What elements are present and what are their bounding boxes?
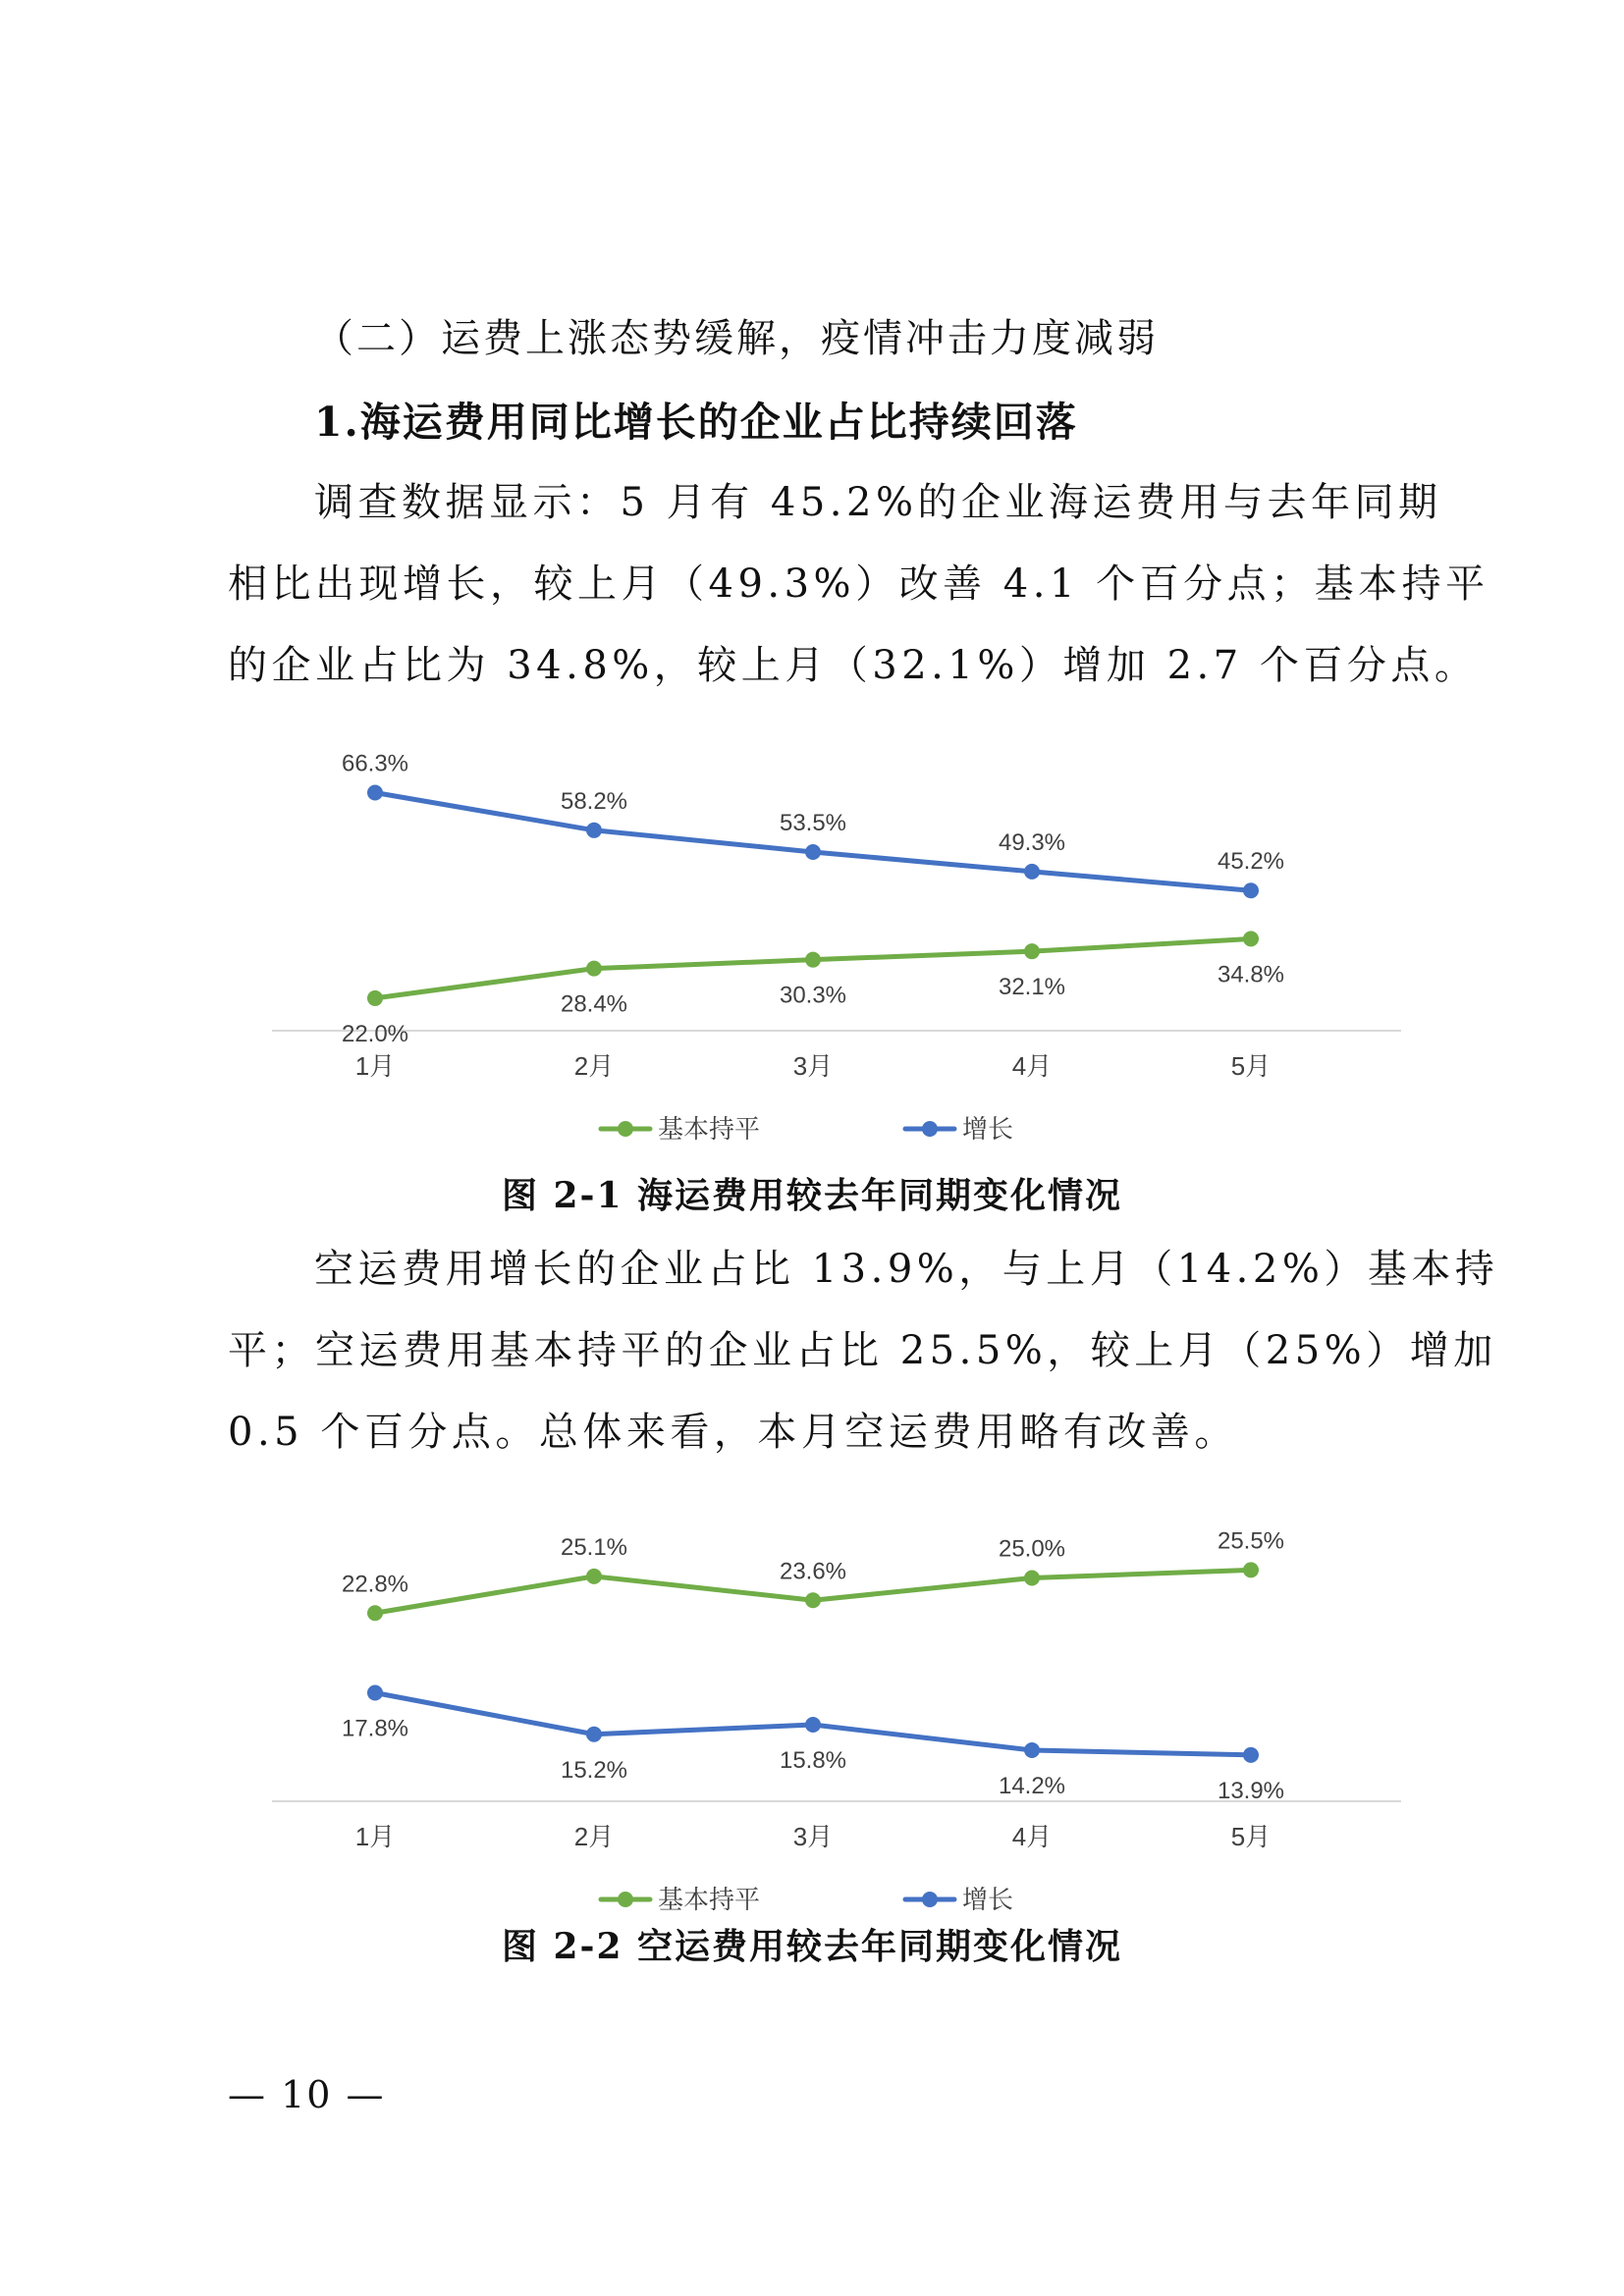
data-point bbox=[805, 952, 821, 968]
paragraph-line: 相比出现增长，较上月（49.3%）改善 4.1 个百分点；基本持平 bbox=[228, 561, 1489, 607]
data-label: 15.2% bbox=[560, 1756, 628, 1784]
data-label: 22.8% bbox=[341, 1571, 409, 1598]
data-point bbox=[1024, 943, 1040, 959]
data-point bbox=[805, 1592, 821, 1608]
x-tick-label: 5月 bbox=[1230, 1051, 1272, 1081]
data-point bbox=[586, 823, 602, 838]
data-label: 17.8% bbox=[341, 1715, 409, 1742]
legend-swatch-marker bbox=[618, 1892, 633, 1907]
x-tick-label: 1月 bbox=[354, 1051, 396, 1081]
paragraph-line: 0.5 个百分点。总体来看，本月空运费用略有改善。 bbox=[228, 1410, 1238, 1455]
data-label: 30.3% bbox=[779, 982, 847, 1009]
data-label: 49.3% bbox=[998, 828, 1066, 856]
data-label: 22.0% bbox=[341, 1020, 409, 1047]
section-heading: （二）运费上涨态势缓解，疫情冲击力度减弱 bbox=[314, 316, 1159, 361]
data-label: 28.4% bbox=[560, 990, 628, 1018]
x-tick-label: 4月 bbox=[1011, 1822, 1053, 1851]
x-tick-label: 2月 bbox=[573, 1051, 615, 1081]
sea-freight-chart bbox=[228, 707, 1416, 1168]
data-point bbox=[1243, 882, 1259, 898]
data-point bbox=[1024, 1571, 1040, 1586]
x-tick-label: 3月 bbox=[792, 1051, 834, 1081]
figure-caption-1: 图 2-1 海运费用较去年同期变化情况 bbox=[501, 1175, 1123, 1216]
data-label: 32.1% bbox=[998, 974, 1066, 1001]
air-freight-chart bbox=[228, 1477, 1416, 1939]
page-number: — 10 — bbox=[228, 2073, 386, 2116]
data-label: 45.2% bbox=[1217, 848, 1285, 876]
data-label: 66.3% bbox=[341, 750, 409, 777]
data-label: 25.5% bbox=[1217, 1527, 1285, 1555]
data-label: 23.6% bbox=[779, 1558, 847, 1585]
sea-freight-chart-svg bbox=[228, 707, 1416, 1168]
paragraph-line: 调查数据显示：5 月有 45.2%的企业海运费用与去年同期 bbox=[314, 480, 1442, 525]
data-point bbox=[1243, 1747, 1259, 1763]
paragraph-line: 平；空运费用基本持平的企业占比 25.5%，较上月（25%）增加 bbox=[228, 1328, 1497, 1373]
data-point bbox=[367, 1685, 383, 1701]
x-tick-label: 1月 bbox=[354, 1822, 396, 1851]
data-label: 34.8% bbox=[1217, 961, 1285, 988]
data-label: 15.8% bbox=[779, 1747, 847, 1774]
data-label: 25.0% bbox=[998, 1535, 1066, 1563]
data-point bbox=[586, 1727, 602, 1742]
legend-label: 增长 bbox=[962, 1885, 1014, 1914]
legend-label: 基本持平 bbox=[658, 1885, 761, 1914]
data-label: 58.2% bbox=[560, 787, 628, 815]
sub-heading: 1.海运费用同比增长的企业占比持续回落 bbox=[314, 399, 1078, 446]
data-point bbox=[367, 784, 383, 800]
data-label: 14.2% bbox=[998, 1773, 1066, 1799]
data-label: 13.9% bbox=[1217, 1777, 1285, 1804]
legend-label: 基本持平 bbox=[658, 1114, 761, 1144]
data-point bbox=[805, 844, 821, 860]
legend-swatch-marker bbox=[922, 1892, 938, 1907]
x-tick-label: 4月 bbox=[1011, 1051, 1053, 1081]
data-point bbox=[367, 1605, 383, 1621]
paragraph-line: 的企业占比为 34.8%，较上月（32.1%）增加 2.7 个百分点。 bbox=[228, 643, 1479, 688]
x-tick-label: 2月 bbox=[573, 1822, 615, 1851]
series-line-growth bbox=[375, 792, 1251, 890]
x-tick-label: 5月 bbox=[1230, 1822, 1272, 1851]
data-point bbox=[1243, 1562, 1259, 1577]
data-point bbox=[1243, 931, 1259, 946]
data-label: 53.5% bbox=[779, 810, 847, 836]
paragraph-air-freight bbox=[228, 1229, 1499, 1473]
data-point bbox=[367, 990, 383, 1006]
data-point bbox=[1024, 1742, 1040, 1758]
data-point bbox=[586, 961, 602, 977]
air-freight-chart-svg bbox=[228, 1477, 1416, 1939]
paragraph-line: 空运费用增长的企业占比 13.9%，与上月（14.2%）基本持 bbox=[314, 1247, 1499, 1292]
data-point bbox=[586, 1569, 602, 1584]
legend-swatch-marker bbox=[922, 1121, 938, 1137]
data-point bbox=[1024, 864, 1040, 880]
legend-label: 增长 bbox=[962, 1114, 1014, 1144]
paragraph-sea-freight bbox=[228, 462, 1489, 707]
figure-caption-2: 图 2-2 空运费用较去年同期变化情况 bbox=[501, 1926, 1123, 1967]
data-point bbox=[805, 1717, 821, 1733]
x-tick-label: 3月 bbox=[792, 1822, 834, 1851]
data-label: 25.1% bbox=[560, 1533, 628, 1561]
legend-swatch-marker bbox=[618, 1121, 633, 1137]
